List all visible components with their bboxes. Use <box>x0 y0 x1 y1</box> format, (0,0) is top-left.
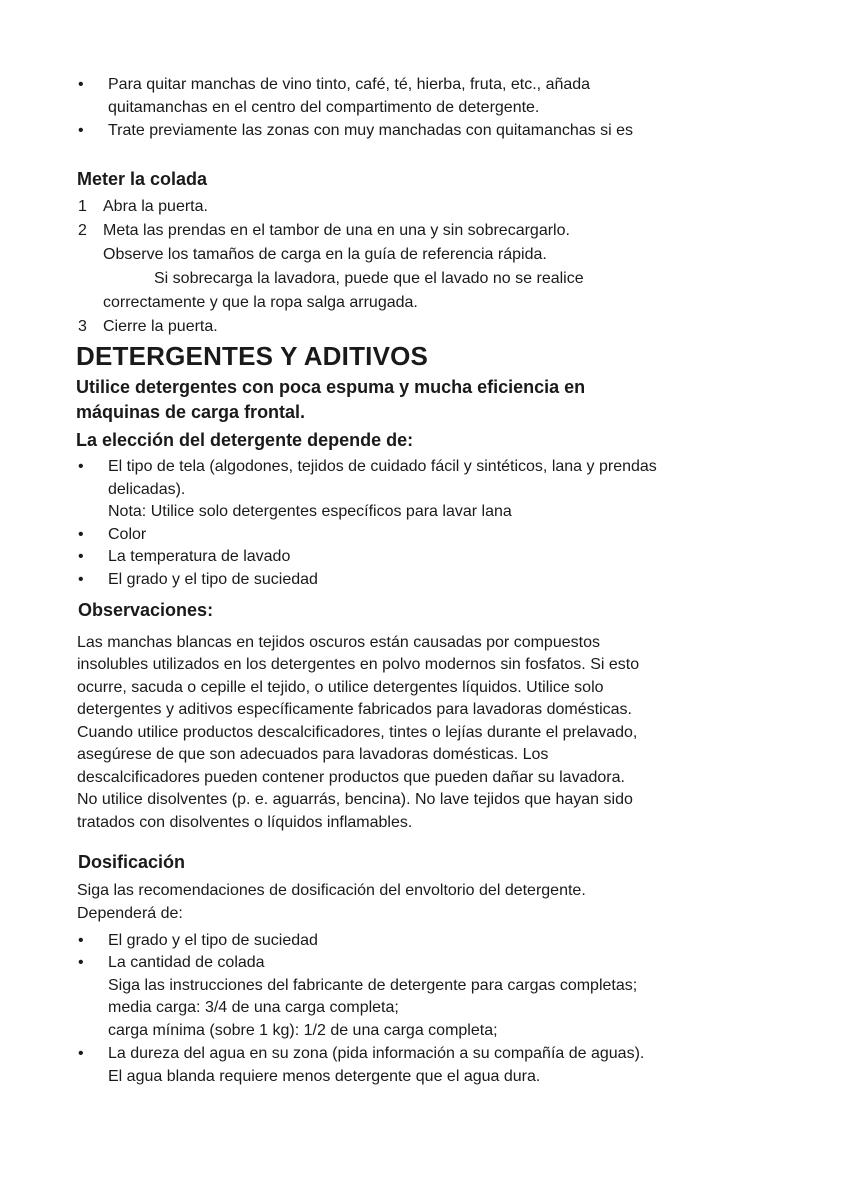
dosage-intro-line-2: Dependerá de: <box>77 905 183 922</box>
dosage-item-3-line-1: La dureza del agua en su zona (pida información a su compañía de aguas). <box>108 1045 645 1062</box>
observations-heading: Observaciones: <box>78 600 214 620</box>
observations-line: detergentes y aditivos específicamente fabricados para lavadoras domésticas. <box>77 701 632 718</box>
observations-line: descalcificadores pueden contener productos que pueden dañar su lavadora. <box>77 769 625 786</box>
intro-bullet-1-line-1: Para quitar manchas de vino tinto, café, té, hierba, fruta, etc., añada <box>108 76 591 93</box>
section-subtitle-line-1: Utilice detergentes con poca espuma y mucha eficiencia en <box>76 377 586 397</box>
step-2-text-2: Observe los tamaños de carga en la guía de referencia rápida. <box>103 246 547 263</box>
section-subtitle-line-2: máquinas de carga frontal. <box>76 402 306 422</box>
bullet-icon: • <box>78 122 84 139</box>
choice-item-4: El grado y el tipo de suciedad <box>108 571 318 588</box>
dosage-heading: Dosificación <box>78 852 186 872</box>
choice-heading: La elección del detergente depende de: <box>76 430 414 450</box>
step-number: 1 <box>78 198 87 215</box>
bullet-icon: • <box>78 954 84 971</box>
step-3-text: Cierre la puerta. <box>103 318 218 335</box>
bullet-icon: • <box>78 932 84 949</box>
step-1-text: Abra la puerta. <box>103 198 208 215</box>
observations-line: insolubles utilizados en los detergentes en polvo modernos sin fosfatos. Si esto <box>77 656 640 673</box>
choice-item-1-line-2: delicadas). <box>108 481 186 498</box>
step-2-text: Meta las prendas en el tambor de una en una y sin sobrecargarlo. <box>103 222 570 239</box>
choice-item-3: La temperatura de lavado <box>108 548 291 565</box>
dosage-item-2-line-2: Siga las instrucciones del fabricante de detergente para cargas completas; <box>108 977 638 994</box>
observations-line: tratados con disolventes o líquidos inflamables. <box>77 814 413 831</box>
bullet-icon: • <box>78 571 84 588</box>
dosage-item-2-line-4: carga mínima (sobre 1 kg): 1/2 de una carga completa; <box>108 1022 498 1039</box>
bullet-icon: • <box>78 458 84 475</box>
observations-line: No utilice disolventes (p. e. aguarrás, bencina). No lave tejidos que hayan sido <box>77 791 633 808</box>
dosage-item-1: El grado y el tipo de suciedad <box>108 932 318 949</box>
dosage-item-2-line-1: La cantidad de colada <box>108 954 265 971</box>
bullet-icon: • <box>78 548 84 565</box>
observations-line: ocurre, sacuda o cepille el tejido, o utilice detergentes líquidos. Utilice solo <box>77 679 604 696</box>
choice-item-1-line-1: El tipo de tela (algodones, tejidos de cuidado fácil y sintéticos, lana y prendas <box>108 458 657 475</box>
dosage-item-3-line-2: El agua blanda requiere menos detergente que el agua dura. <box>108 1068 541 1085</box>
step-number: 2 <box>78 222 87 239</box>
observations-line: Cuando utilice productos descalcificadores, tintes o lejías durante el prelavado, <box>77 724 638 741</box>
load-heading: Meter la colada <box>77 169 208 189</box>
dosage-item-2-line-3: media carga: 3/4 de una carga completa; <box>108 999 399 1016</box>
dosage-intro-line-1: Siga las recomendaciones de dosificación del envoltorio del detergente. <box>77 882 586 899</box>
intro-bullet-2-line-1: Trate previamente las zonas con muy manchadas con quitamanchas si es <box>108 122 634 139</box>
step-2-note-line-1: Si sobrecarga la lavadora, puede que el lavado no se realice <box>154 270 584 287</box>
step-number: 3 <box>78 318 87 335</box>
intro-bullet-1-line-2: quitamanchas en el centro del compartimento de detergente. <box>108 99 540 116</box>
step-2-note-line-2: correctamente y que la ropa salga arrugada. <box>103 294 418 311</box>
observations-line: Las manchas blancas en tejidos oscuros están causadas por compuestos <box>77 634 600 651</box>
bullet-icon: • <box>78 1045 84 1062</box>
observations-line: asegúrese de que son adecuados para lavadoras domésticas. Los <box>77 746 549 763</box>
bullet-icon: • <box>78 526 84 543</box>
section-title: DETERGENTES Y ADITIVOS <box>76 341 429 371</box>
choice-item-1-note: Nota: Utilice solo detergentes específicos para lavar lana <box>108 503 512 520</box>
bullet-icon: • <box>78 76 84 93</box>
choice-item-2: Color <box>108 526 147 543</box>
